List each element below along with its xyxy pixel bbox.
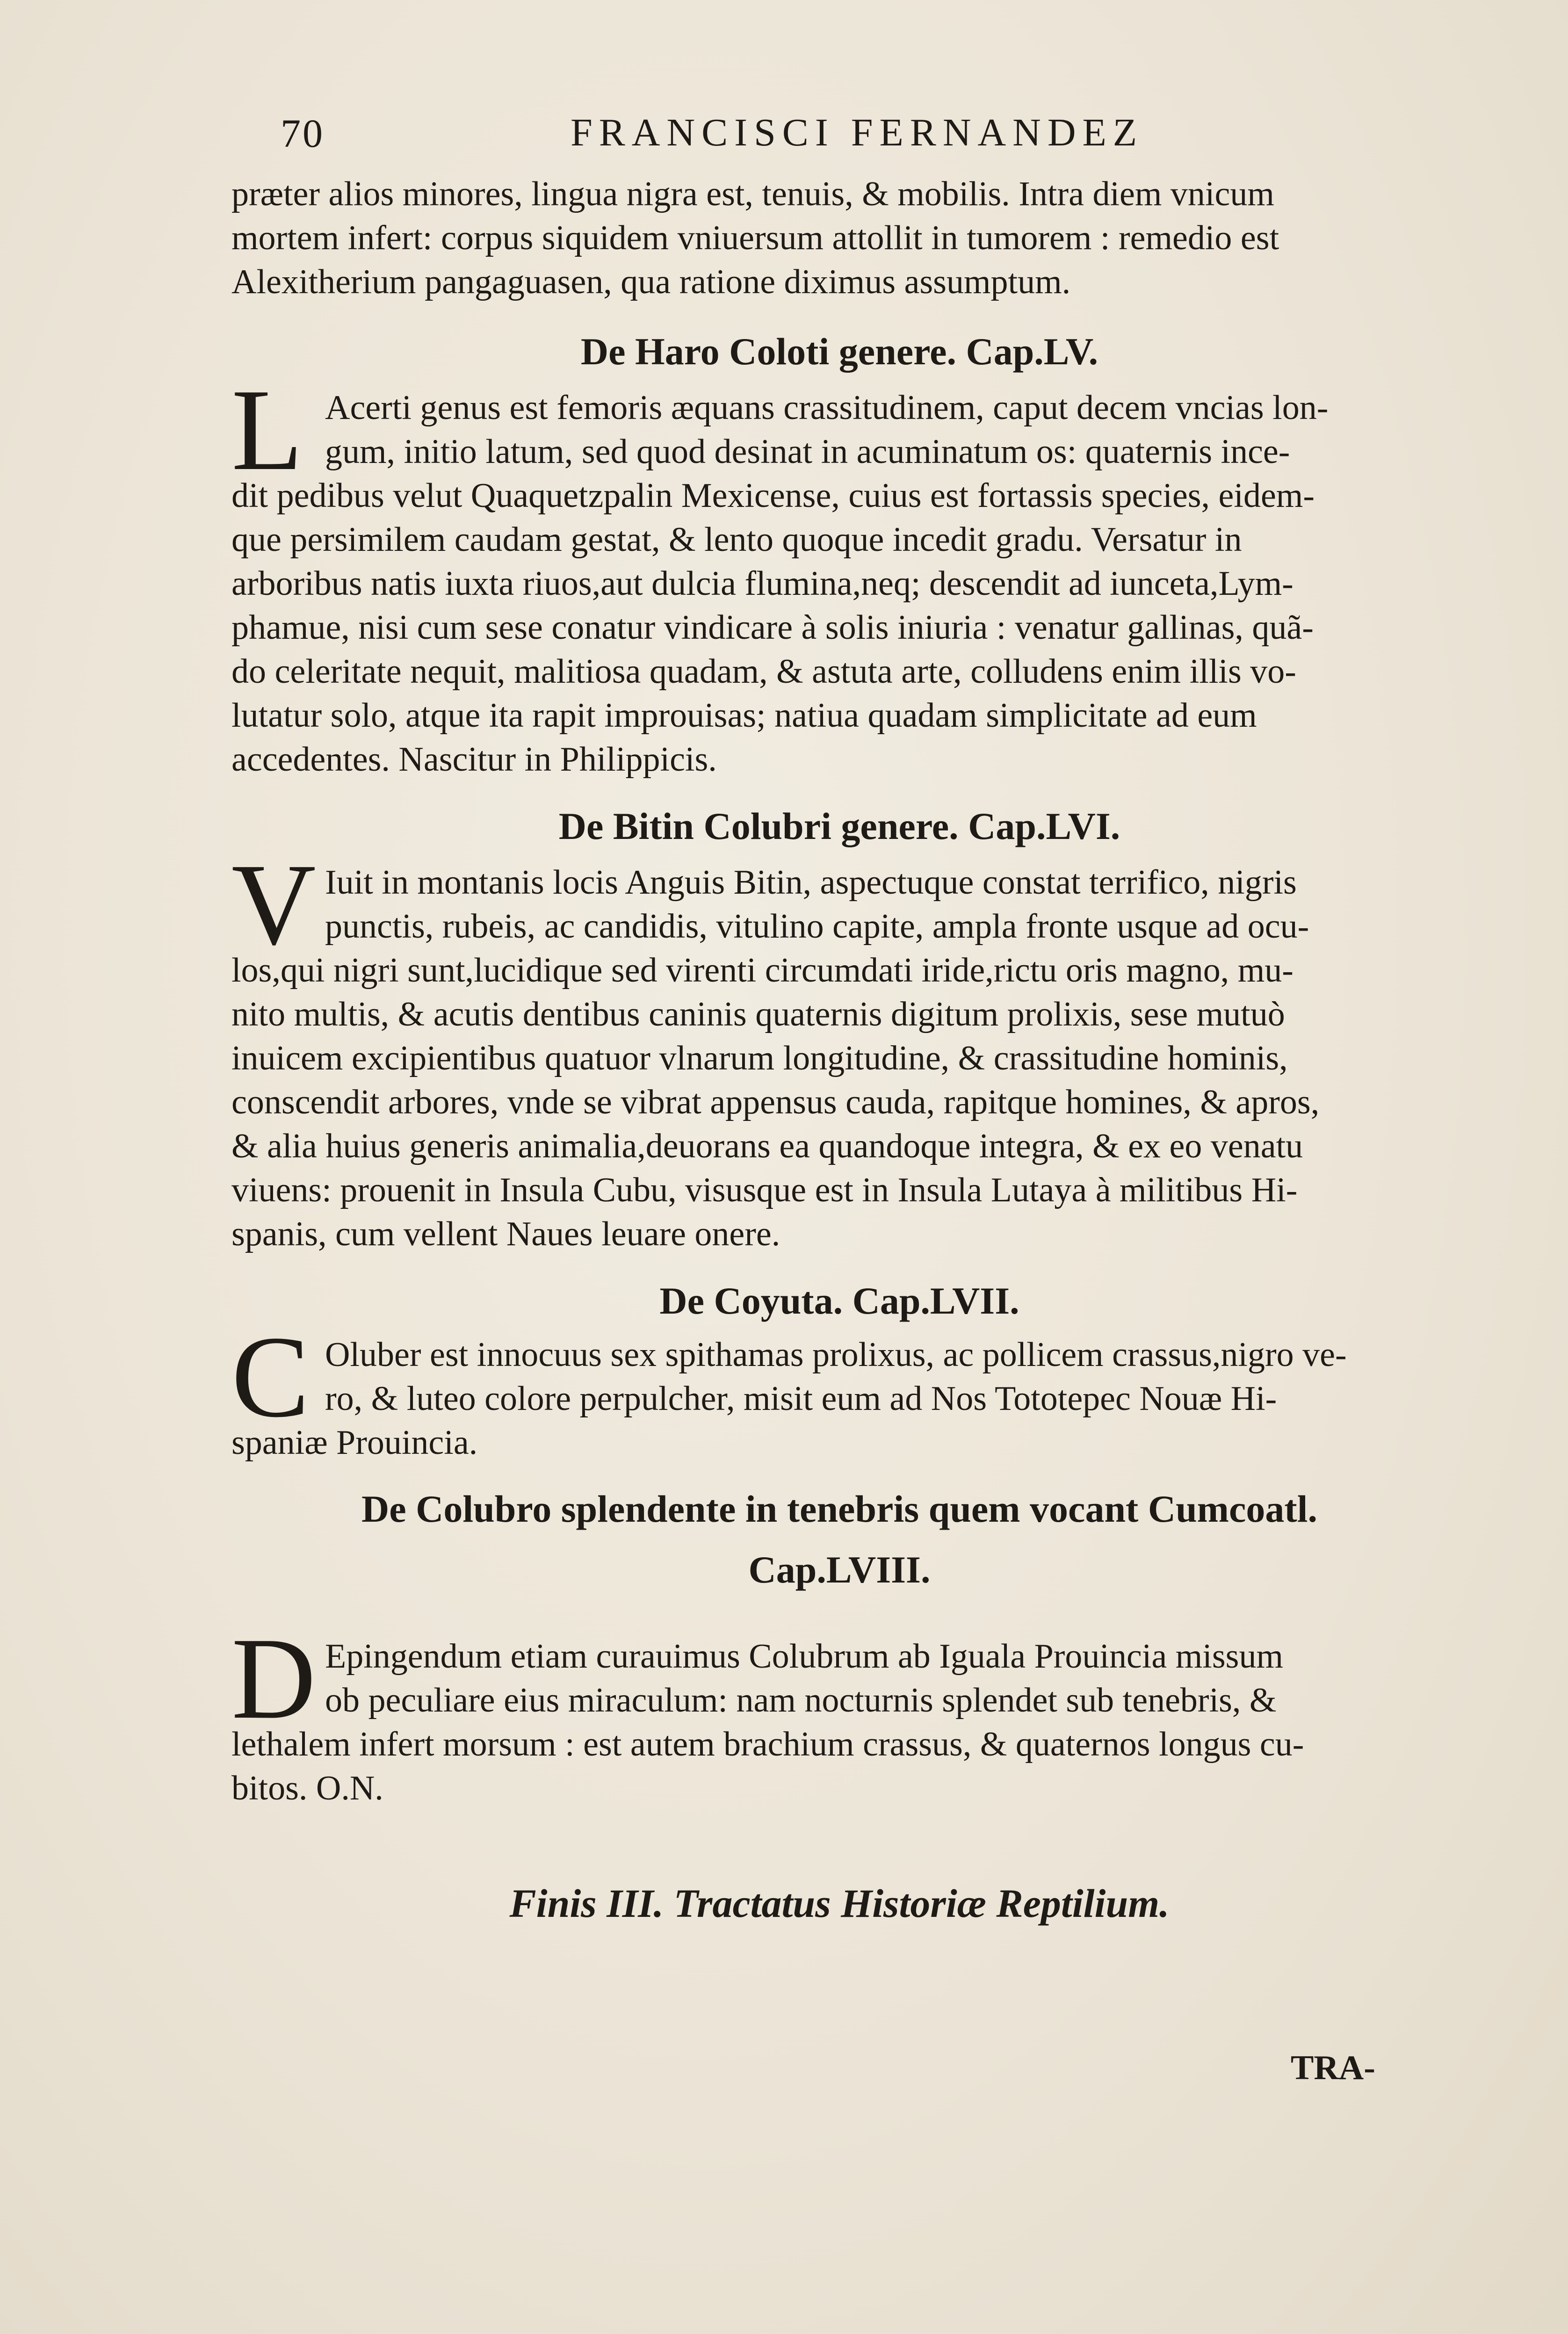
text-line: Oluber est innocuus sex spithamas prolixus, ac pollicem crassus,nigro ve- xyxy=(325,1336,1347,1374)
running-title: FRANCISCI FERNANDEZ xyxy=(571,111,1144,154)
text-line: lethalem infert morsum : est autem brachium crassus, & quaternos longus cu- xyxy=(231,1725,1304,1763)
chapter-heading: De Haro Coloti genere. Cap.LV. xyxy=(580,330,1098,373)
text-line: que persimilem caudam gestat, & lento quoque incedit gradu. Versatur in xyxy=(231,520,1242,559)
text-line: nito multis, & acutis dentibus caninis quaternis digitum prolixis, sese mutuò xyxy=(231,995,1285,1033)
chapter-heading: De Colubro splendente in tenebris quem vocant Cumcoatl. xyxy=(361,1488,1317,1530)
text-line: lutatur solo, atque ita rapit improuisas; natiua quadam simplicitate ad eum xyxy=(231,696,1257,735)
text-line: Iuit in montanis locis Anguis Bitin, aspectuque constat terrifico, nigris xyxy=(325,863,1297,902)
finis-line: Finis III. Tractatus Historiæ Reptilium. xyxy=(509,1881,1170,1926)
text-line: præter alios minores, lingua nigra est, tenuis, & mobilis. Intra diem vnicum xyxy=(231,175,1274,213)
text-line: accedentes. Nascitur in Philippicis. xyxy=(231,740,717,779)
chapter-section xyxy=(231,1614,1447,1810)
text-line: Acerti genus est femoris æquans crassitudinem, caput decem vncias lon- xyxy=(325,389,1329,427)
chapter-section xyxy=(231,1312,1447,1465)
drop-initial: V xyxy=(231,840,316,969)
chapter-section xyxy=(231,840,1447,1256)
text-line: arboribus natis iuxta riuos,aut dulcia flumina,neq; descendit ad iunceta,Lym- xyxy=(231,564,1293,603)
drop-initial: D xyxy=(231,1614,316,1743)
text-line: viuens: prouenit in Insula Cubu, visusque est in Insula Lutaya à militibus Hi- xyxy=(231,1171,1298,1209)
text-line: Alexitherium pangaguasen, qua ratione diximus assumptum. xyxy=(231,263,1071,301)
text-line: do celeritate nequit, malitiosa quadam, & astuta arte, colludens enim illis vo- xyxy=(231,652,1296,691)
text-line: ob peculiare eius miraculum: nam nocturnis splendet sub tenebris, & xyxy=(325,1681,1277,1720)
text-line: conscendit arbores, vnde se vibrat appensus cauda, rapitque homines, & apros, xyxy=(231,1083,1320,1121)
chapter-section xyxy=(231,365,1447,781)
text-line: mortem infert: corpus siquidem vniuersum attollit in tumorem : remedio est xyxy=(231,219,1279,257)
text-line: spaniæ Prouincia. xyxy=(231,1424,478,1462)
text-line: Epingendum etiam curauimus Colubrum ab Iguala Prouincia missum xyxy=(325,1637,1284,1676)
drop-initial: C xyxy=(231,1312,310,1442)
text-line: ro, & luteo colore perpulcher, misit eum ad Nos Tototepec Nouæ Hi- xyxy=(325,1380,1277,1418)
text-line: bitos. O.N. xyxy=(231,1769,383,1807)
intro-paragraph xyxy=(231,172,1447,304)
text-line: los,qui nigri sunt,lucidique sed virenti circumdati iride,rictu oris magno, mu- xyxy=(231,951,1293,990)
chapter-heading: De Bitin Colubri genere. Cap.LVI. xyxy=(558,805,1120,847)
text-line: gum, initio latum, sed quod desinat in acuminatum os: quaternis ince- xyxy=(325,433,1290,471)
drop-initial: L xyxy=(231,365,303,495)
page-header xyxy=(281,110,1375,161)
text-line: dit pedibus velut Quaquetzpalin Mexicense, cuius est fortassis species, eidem- xyxy=(231,477,1315,515)
catchword: TRA- xyxy=(1291,2049,1375,2087)
text-line: spanis, cum vellent Naues leuare onere. xyxy=(231,1215,780,1253)
text-line: & alia huius generis animalia,deuorans ea quandoque integra, & ex eo venatu xyxy=(231,1127,1303,1165)
text-line: inuicem excipientibus quatuor vlnarum longitudine, & crassitudine hominis, xyxy=(231,1039,1288,1077)
text-line: punctis, rubeis, ac candidis, vitulino capite, ampla fronte usque ad ocu- xyxy=(325,907,1309,946)
text-line: phamue, nisi cum sese conatur vindicare à solis iniuria : venatur gallinas, quã- xyxy=(231,608,1314,647)
chapter-heading: De Coyuta. Cap.LVII. xyxy=(659,1279,1019,1322)
chapter-number: Cap.LVIII. xyxy=(748,1548,931,1591)
page-number: 70 xyxy=(281,111,325,156)
